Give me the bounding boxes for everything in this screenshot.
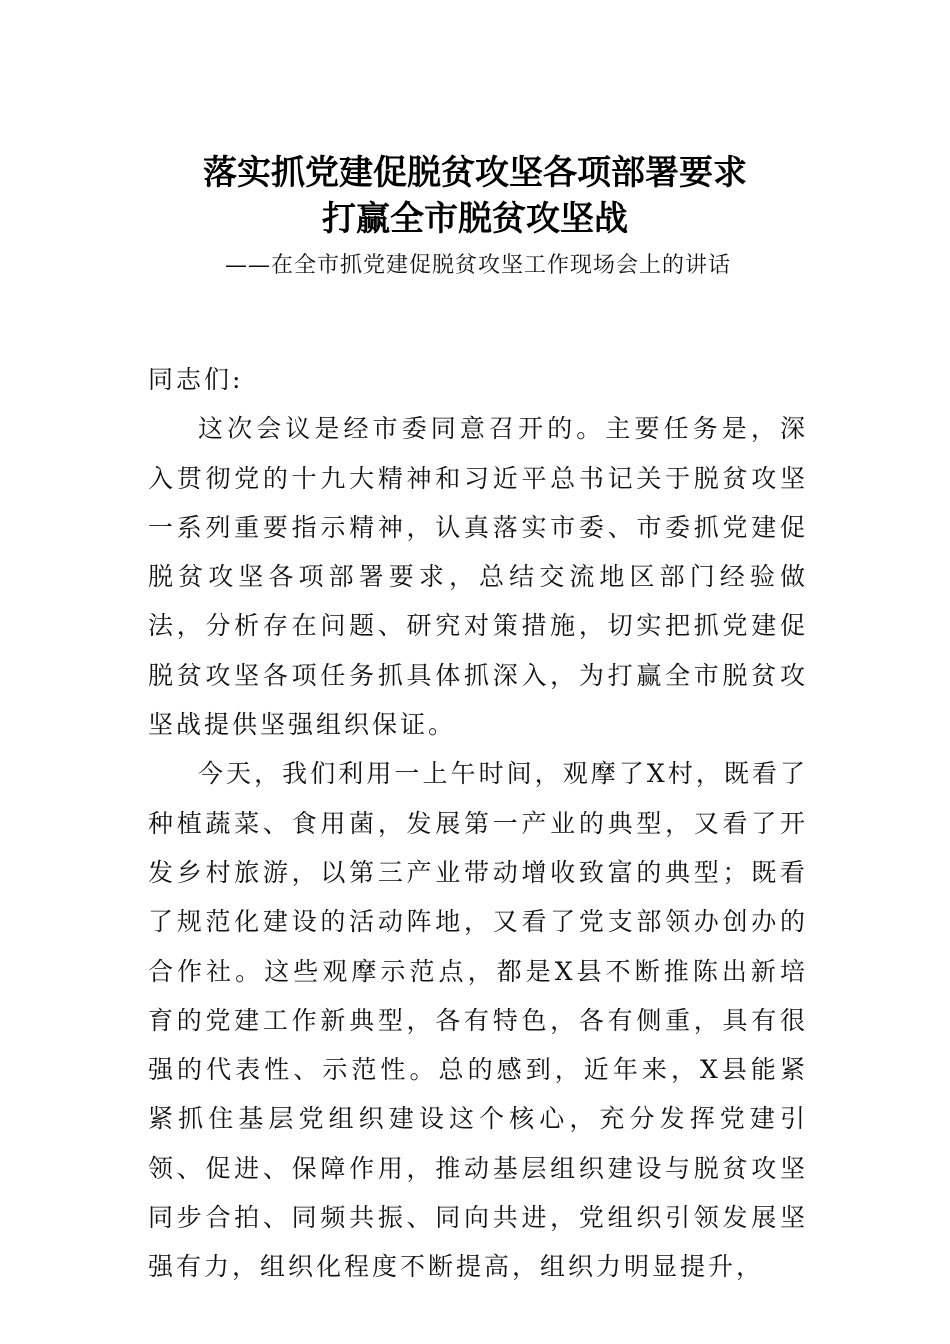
salutation: 同志们: [148,365,244,394]
document-subtitle: ——在全市抓党建促脱贫攻坚工作现场会上的讲话 [224,253,731,278]
document-title-line-2: 打赢全市脱贫攻坚战 [322,199,628,239]
paragraph-1: 这次会议是经市委同意召开的。主要任务是，深入贯彻党的十九大精神和习近平总书记关于脱贫攻坚一系列重要指示精神，认真落实市委、市委抓党建促脱贫攻坚各项部署要求，总结交流地区部门经验做法，分析存在问题、研究对策措施，切实把抓党建促脱贫攻坚各项任务抓具体抓深入，为打赢全市脱贫攻坚战提供坚强组织保证。 [148,414,808,740]
document-title-line-1: 落实抓党建促脱贫攻坚各项部署要求 [203,153,747,193]
title-block [0,150,950,282]
document-body [148,355,808,1292]
paragraph-2: 今天，我们利用一上午时间，观摩了X村，既看了种植蔬菜、食用菌，发展第一产业的典型，又看了开发乡村旅游，以第三产业带动增收致富的典型；既看了规范化建设的活动阵地，又看了党支部领办创办的合作社。这些观摩示范点，都是X县不断推陈出新培育的党建工作新典型，各有特色，各有侧重，具有很强的代表性、示范性。总的感到，近年来，X县能紧紧抓住基层党组织建设这个核心，充分发挥党建引领、促进、保障作用，推动基层组织建设与脱贫攻坚同步合拍、同频共振、同向共进，党组织引领发展坚强有力，组织化程度不断提高，组织力明显提升， [148,759,808,1282]
